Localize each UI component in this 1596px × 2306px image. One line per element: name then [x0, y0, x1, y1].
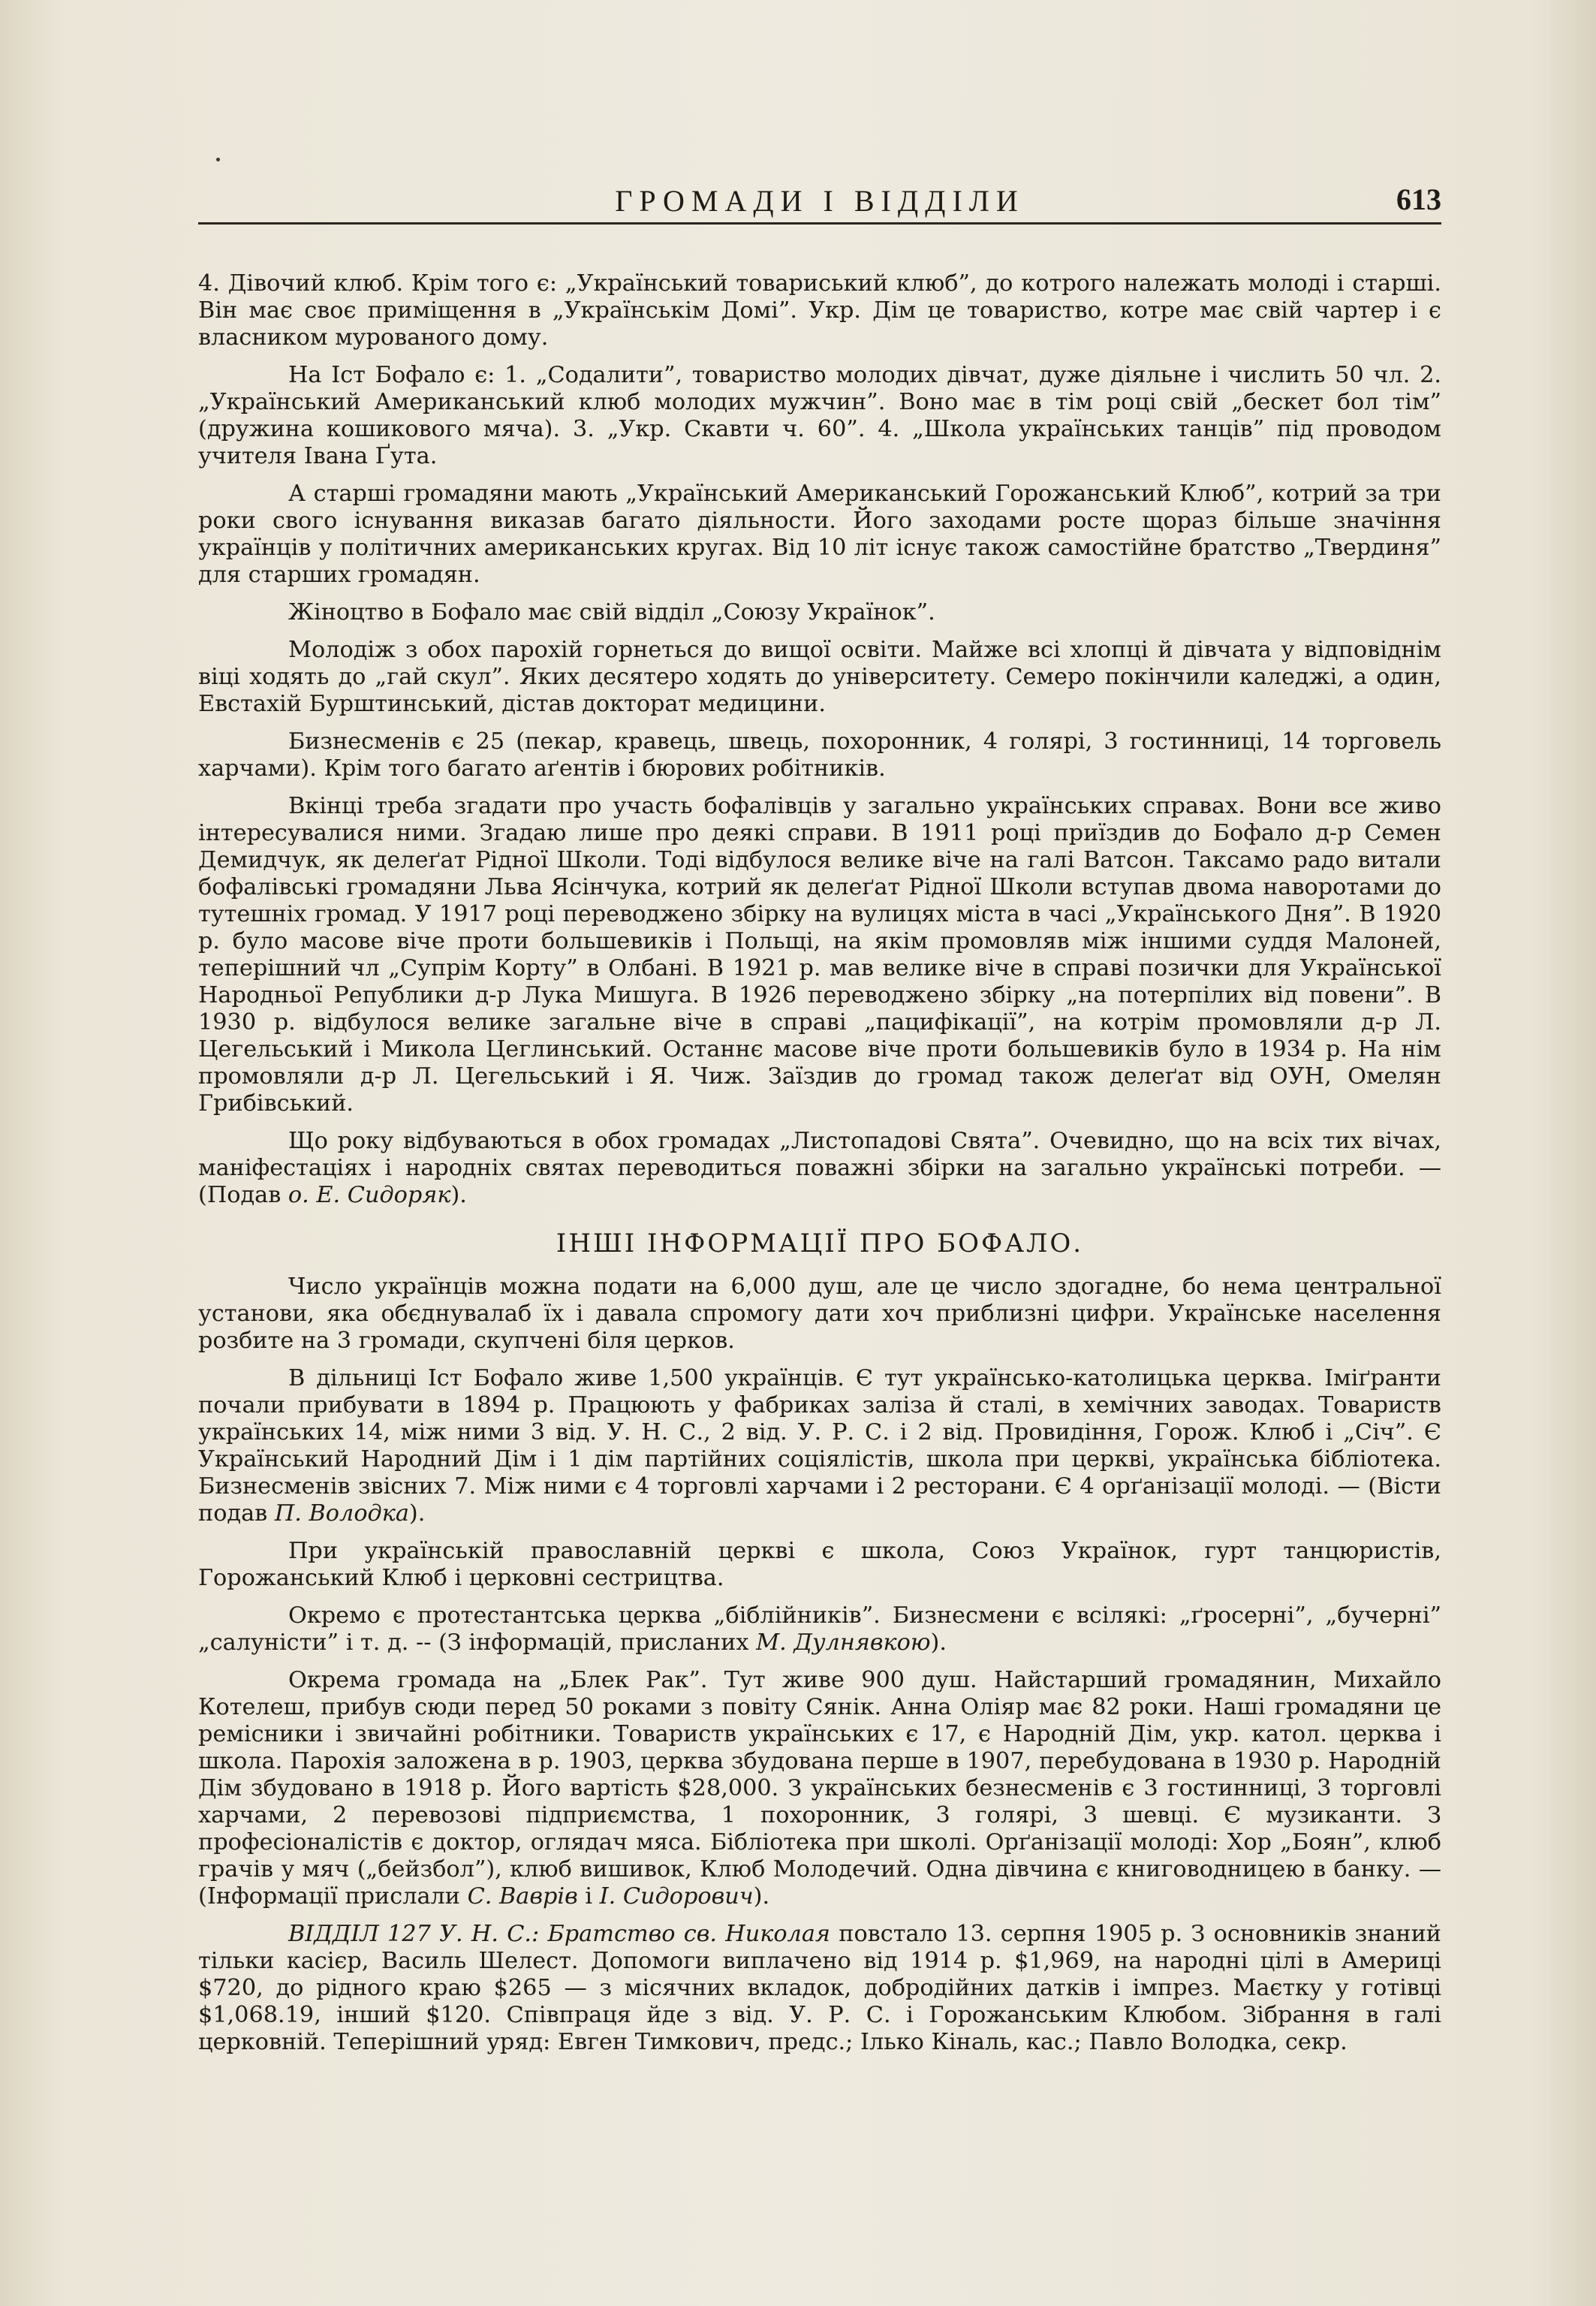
paragraph: Жіноцтво в Бофало має свій відділ „Союзу Українок”. — [288, 599, 935, 625]
paragraph-text: Що року відбуваються в обох громадах „Листопадові Свята”. Очевидно, що на всіх тих вічах, маніфестаціях і народніх святах переводиться поважні збірки на загально українські потреби. — (Подав — [198, 1128, 1441, 1208]
printer-dot — [216, 158, 220, 161]
section-heading: ІНШІ ІНФОРМАЦІЇ ПРО БОФАЛО. — [556, 1228, 1084, 1259]
page-header — [198, 177, 1441, 225]
author-credit: І. Сидорович — [599, 1883, 754, 1910]
paragraph: Молодіж з обох парохій горнеться до вищої освіти. Майже всі хлопці й дівчата у відповіднім віці ходять до „гай скул”. Яких десятеро ходять до університету. Семеро покінчили каледжі, а один, Евстахій Бурштинський, дістав докторат медицини. — [198, 637, 1441, 717]
paragraph-tail: ). — [753, 1883, 770, 1910]
paragraph-text: Окрема громада на „Блек Рак”. Тут живе 900 душ. Найстарший громадянин, Михайло Котелеш, прибув сюди перед 50 роками з повіту Сянік. Анна Оліяр має 82 роки. Наші громадяни це ремісники і звичайні робітники. Товариств українських є 17, є Народній Дім, укр. катол. церква і школа. Парохія заложена в р. 1903, церква збудована перше в 1907, перебудована в 1930 р. Народній Дім збудовано в 1918 р. Його вартість $28,000. З українських безнесменів є 3 гостинниці, 3 торговлі харчами, 2 перевозові підприємства, 1 похоронник, 3 голярі, 3 шевці. Є музиканти. З професіоналістів є доктор, оглядач мяса. Бібліотека при школі. Орґанізації молоді: Хор „Боян”, клюб грачів у мяч („бейзбол”), клюб вишивок, Клюб Молодечий. Одна дівчина є книговодницею в банку. — (Інформації прислали — [198, 1667, 1441, 1910]
author-credit: П. Володка — [274, 1500, 409, 1527]
author-credit: С. Ваврів — [467, 1883, 578, 1910]
paragraph: На Іст Бофало є: 1. „Содалити”, товариство молодих дівчат, дуже діяльне і числить 50 чл. 2. „Український Американський клюб молодих мужчин”. Воно має в тім році свій „бескет бол тім” (дружина кошикового мяча). 3. „Укр. Скавти ч. 60”. 4. „Школа українських танців” під проводом учителя Івана Ґута. — [198, 362, 1441, 469]
branch-title: ВІДДІЛ 127 У. Н. С.: Братство св. Николая — [288, 1921, 830, 1947]
author-credit: М. Дулнявкою — [756, 1629, 931, 1656]
page-number: 613 — [1396, 182, 1441, 216]
paragraph-tail: ). — [930, 1629, 947, 1656]
paragraph-text: Окремо є протестантська церква „біблійників”. Бизнесмени є всілякі: „ґросерні”, „бучерні” „салуністи” і т. д. -- (З інформацій, присланих — [198, 1602, 1441, 1656]
paragraph-text: повстало 13. серпня 1905 р. З основників знаний тільки касієр, Василь Шелест. Допомоги виплачено від 1914 р. $1,969, на народні цілі в Америці $720, до рідного краю $265 — з місячних вкладок, добродійних датків і імпрез. Маєтку у готівці $1,068.19, інший $120. Співпраця йде з від. У. Р. С. і Горожанським Клюбом. Зібрання в галі церковній. Теперішний уряд: Евген Тимкович, предс.; Ілько Кіналь, кас.; Павло Володка, секр. — [198, 1921, 1441, 2055]
paragraph: При українській православній церкві є школа, Союз Українок, гурт танцюристів, Горожанський Клюб і церковні сестрицтва. — [198, 1538, 1441, 1591]
paragraph-mid: і — [577, 1883, 600, 1910]
paragraph — [198, 1602, 1441, 1656]
author-credit: о. Е. Сидоряк — [288, 1182, 451, 1208]
paragraph: Вкінці треба згадати про участь бофалівців у загально українських справах. Вони все живо інтересувалися ними. Згадаю лише про деякі справи. В 1911 році приїздив до Бофало д-р Семен Демидчук, як делеґат Рідної Школи. Тоді відбулося велике віче на галі Ватсон. Таксамо радо витали бофалівські громадяни Льва Ясінчука, котрий як делеґат Рідної Школи вступав двома наворотами до тутешніх громад. У 1917 році переводжено збірку на вулицях міста в часі „Українського Дня”. В 1920 р. було масове віче проти большевиків і Польщі, на якім промовляв між іншими суддя Малоней, теперішний чл „Супрім Корту” в Олбані. В 1921 р. мав велике віче в справі позички для Української Народньої Републики д-р Лука Мишуга. В 1926 переводжено збірку „на потерпілих від повени”. В 1930 р. відбулося велике загальне віче в справі „пацифікації”, на котрім промовляли д-р Л. Цегельський і Микола Цеглинський. Останнє масове віче проти большевиків було в 1934 р. На нім промовляли д-р Л. Цегельський і Я. Чиж. Заїздив до громад також делеґат від ОУН, Омелян Грибівський. — [198, 793, 1441, 1117]
paragraph: 4. Дівочий клюб. Крім того є: „Український товариський клюб”, до котрого належать молоді і старші. Він має своє приміщення в „Українськім Домі”. Укр. Дім це товариство, котре має свій чартер і є власником мурованого дому. — [198, 270, 1441, 351]
paragraph-tail: ). — [408, 1500, 426, 1527]
paragraph: Бизнесменів є 25 (пекар, кравець, швець, похоронник, 4 голярі, 3 гостинниці, 14 торговель харчами). Крім того багато аґентів і бюрових робітників. — [198, 728, 1441, 782]
paragraph — [198, 1128, 1441, 1209]
paragraph — [198, 1365, 1441, 1527]
article-body — [198, 270, 1441, 2066]
paragraph — [198, 1667, 1441, 1910]
paragraph: Число українців можна подати на 6,000 душ, але це число здогадне, бо нема центральної установи, яка обєднувалаб їх і давала спромогу дати хоч приблизні цифри. Українське населення розбите на 3 громади, скупчені біля церков. — [198, 1274, 1441, 1354]
paragraph — [198, 1921, 1441, 2056]
paragraph-tail: ). — [450, 1182, 467, 1208]
running-head: ГРОМАДИ І ВІДДІЛИ — [615, 184, 1025, 218]
paragraph: А старші громадяни мають „Український Американський Горожанський Клюб”, котрий за три роки свого існування виказав багато діяльности. Його заходами росте щораз більше значіння українців у політичних американських кругах. Від 10 літ існує також самостійне братство „Твердиня” для старших громадян. — [198, 481, 1441, 588]
paragraph-text: В дільниці Іст Бофало живе 1,500 українців. Є тут українсько-католицька церква. Іміґранти почали прибувати в 1894 р. Працюють у фабриках заліза й сталі, в хемічних заводах. Товариств українських 14, між ними 3 від. У. Н. С., 2 від. У. Р. С. і 2 від. Провидіння, Горож. Клюб і „Січ”. Є Український Народний Дім і 1 дім партійних соціялістів, школа при церкві, українська бібліотека. Бизнесменів звісних 7. Між ними є 4 торговлі харчами і 2 ресторани. Є 4 орґанізації молоді. — (Вісти подав — [198, 1365, 1441, 1527]
